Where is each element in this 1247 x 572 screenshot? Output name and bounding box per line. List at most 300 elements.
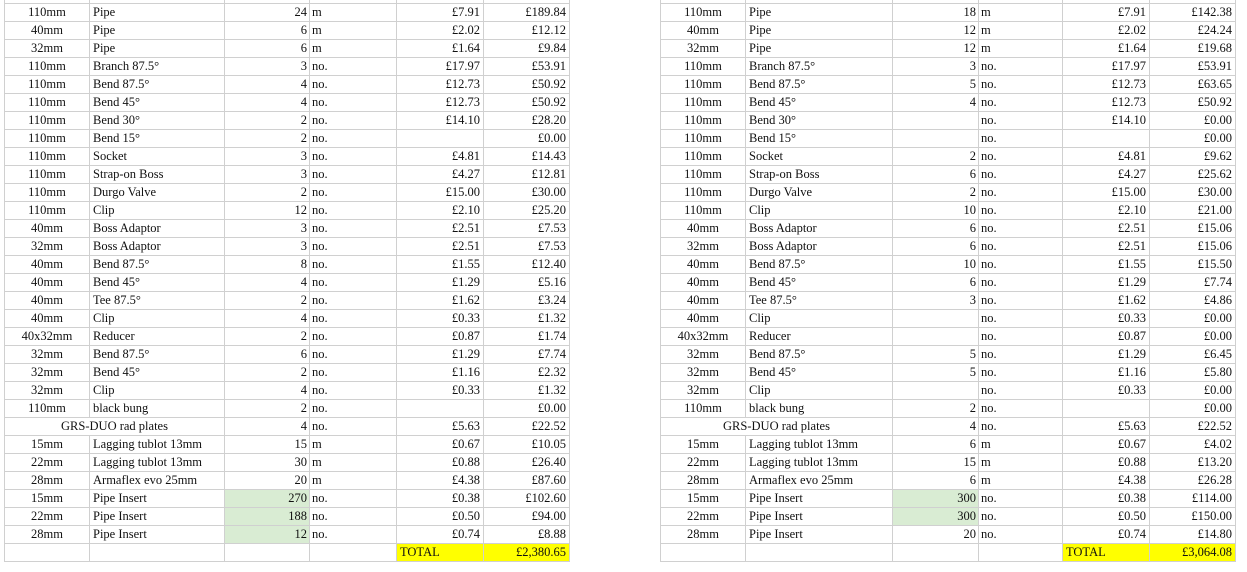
line-total-cell[interactable]: £53.91	[1150, 58, 1236, 76]
unit-price-cell[interactable]: £4.27	[397, 166, 484, 184]
size-cell[interactable]: 110mm	[5, 400, 90, 418]
quantity-cell[interactable]: 188	[225, 508, 310, 526]
unit-price-cell[interactable]: £2.10	[397, 202, 484, 220]
line-total-cell[interactable]: £150.00	[1150, 508, 1236, 526]
size-cell[interactable]: 15mm	[5, 436, 90, 454]
size-cell[interactable]: 15mm	[661, 490, 746, 508]
unit-cell[interactable]: m	[310, 454, 397, 472]
merged-description-cell[interactable]: GRS-DUO rad plates	[5, 418, 225, 436]
unit-price-cell[interactable]: £17.97	[397, 58, 484, 76]
unit-price-cell[interactable]: £0.87	[397, 328, 484, 346]
size-cell[interactable]: 32mm	[5, 40, 90, 58]
description-cell[interactable]: Lagging tublot 13mm	[746, 436, 893, 454]
unit-cell[interactable]: m	[310, 40, 397, 58]
size-cell[interactable]: 32mm	[661, 382, 746, 400]
unit-price-cell[interactable]: £0.88	[1063, 454, 1150, 472]
unit-price-cell[interactable]: £4.81	[397, 148, 484, 166]
unit-cell[interactable]: no.	[979, 202, 1063, 220]
line-total-cell[interactable]: £5.80	[1150, 364, 1236, 382]
description-cell[interactable]: Bend 15°	[90, 130, 225, 148]
line-total-cell[interactable]: £0.00	[484, 400, 570, 418]
unit-price-cell[interactable]: £0.38	[397, 490, 484, 508]
quantity-cell[interactable]: 12	[225, 202, 310, 220]
unit-cell[interactable]: no.	[310, 364, 397, 382]
quantity-cell[interactable]: 3	[225, 166, 310, 184]
size-cell[interactable]: 40mm	[5, 220, 90, 238]
grand-total-value[interactable]: £3,064.08	[1150, 544, 1236, 562]
unit-price-cell[interactable]: £1.29	[1063, 346, 1150, 364]
unit-cell[interactable]: no.	[979, 346, 1063, 364]
quantity-cell[interactable]: 18	[893, 4, 979, 22]
size-cell[interactable]: 110mm	[5, 202, 90, 220]
unit-price-cell[interactable]: £1.64	[1063, 40, 1150, 58]
description-cell[interactable]: Clip	[746, 310, 893, 328]
grand-total-value[interactable]: £2,380.65	[484, 544, 570, 562]
description-cell[interactable]: Branch 87.5°	[90, 58, 225, 76]
quantity-cell[interactable]: 2	[225, 292, 310, 310]
size-cell[interactable]: 110mm	[5, 76, 90, 94]
line-total-cell[interactable]: £0.00	[1150, 328, 1236, 346]
unit-cell[interactable]: no.	[979, 508, 1063, 526]
unit-price-cell[interactable]: £4.81	[1063, 148, 1150, 166]
quantity-cell[interactable]: 6	[225, 346, 310, 364]
description-cell[interactable]: Bend 87.5°	[746, 76, 893, 94]
unit-price-cell[interactable]: £2.51	[1063, 238, 1150, 256]
unit-price-cell[interactable]: £0.67	[397, 436, 484, 454]
unit-price-cell[interactable]: £1.29	[1063, 274, 1150, 292]
size-cell[interactable]: 110mm	[661, 202, 746, 220]
quantity-cell[interactable]: 10	[893, 202, 979, 220]
description-cell[interactable]: Bend 87.5°	[90, 346, 225, 364]
quantity-cell[interactable]: 10	[893, 256, 979, 274]
line-total-cell[interactable]: £94.00	[484, 508, 570, 526]
quantity-cell[interactable]: 3	[893, 292, 979, 310]
unit-cell[interactable]: m	[979, 22, 1063, 40]
description-cell[interactable]: Boss Adaptor	[746, 238, 893, 256]
quantity-cell[interactable]: 4	[225, 418, 310, 436]
quantity-cell[interactable]: 5	[893, 346, 979, 364]
unit-cell[interactable]: m	[310, 436, 397, 454]
description-cell[interactable]: Bend 45°	[746, 274, 893, 292]
unit-cell[interactable]: no.	[979, 184, 1063, 202]
description-cell[interactable]: Bend 45°	[746, 364, 893, 382]
description-cell[interactable]: Strap-on Boss	[746, 166, 893, 184]
quantity-cell[interactable]: 2	[893, 400, 979, 418]
unit-price-cell[interactable]: £15.00	[397, 184, 484, 202]
description-cell[interactable]: Bend 45°	[90, 94, 225, 112]
quantity-cell[interactable]: 3	[225, 238, 310, 256]
size-cell[interactable]: 110mm	[661, 148, 746, 166]
unit-price-cell[interactable]: £1.29	[397, 346, 484, 364]
unit-cell[interactable]: no.	[310, 148, 397, 166]
description-cell[interactable]: Pipe Insert	[746, 526, 893, 544]
size-cell[interactable]: 28mm	[661, 526, 746, 544]
size-cell[interactable]: 110mm	[5, 166, 90, 184]
quantity-cell[interactable]: 5	[893, 364, 979, 382]
quantity-cell[interactable]	[893, 130, 979, 148]
line-total-cell[interactable]: £22.52	[484, 418, 570, 436]
unit-cell[interactable]: no.	[310, 166, 397, 184]
line-total-cell[interactable]: £8.88	[484, 526, 570, 544]
quantity-cell[interactable]: 4	[893, 418, 979, 436]
line-total-cell[interactable]: £22.52	[1150, 418, 1236, 436]
quantity-cell[interactable]: 270	[225, 490, 310, 508]
unit-price-cell[interactable]: £2.10	[1063, 202, 1150, 220]
description-cell[interactable]: Pipe Insert	[746, 490, 893, 508]
quantity-cell[interactable]: 4	[225, 310, 310, 328]
quantity-cell[interactable]: 300	[893, 490, 979, 508]
unit-cell[interactable]: no.	[979, 220, 1063, 238]
quantity-cell[interactable]: 6	[893, 274, 979, 292]
description-cell[interactable]: Clip	[90, 202, 225, 220]
unit-price-cell[interactable]	[397, 130, 484, 148]
line-total-cell[interactable]: £0.00	[1150, 382, 1236, 400]
size-cell[interactable]: 32mm	[5, 346, 90, 364]
quantity-cell[interactable]: 15	[225, 436, 310, 454]
quantity-cell[interactable]: 6	[893, 472, 979, 490]
unit-cell[interactable]: no.	[310, 346, 397, 364]
description-cell[interactable]: Bend 45°	[90, 364, 225, 382]
unit-cell[interactable]: no.	[310, 328, 397, 346]
unit-price-cell[interactable]: £17.97	[1063, 58, 1150, 76]
unit-price-cell[interactable]: £5.63	[397, 418, 484, 436]
unit-cell[interactable]: no.	[310, 202, 397, 220]
line-total-cell[interactable]: £7.53	[484, 238, 570, 256]
empty-cell[interactable]	[979, 544, 1063, 562]
unit-cell[interactable]: no.	[979, 256, 1063, 274]
unit-cell[interactable]: no.	[310, 184, 397, 202]
unit-price-cell[interactable]: £0.88	[397, 454, 484, 472]
unit-cell[interactable]: m	[979, 40, 1063, 58]
line-total-cell[interactable]: £0.00	[484, 130, 570, 148]
description-cell[interactable]: Bend 87.5°	[90, 256, 225, 274]
unit-cell[interactable]: no.	[979, 364, 1063, 382]
unit-cell[interactable]: m	[979, 472, 1063, 490]
unit-price-cell[interactable]: £0.74	[1063, 526, 1150, 544]
description-cell[interactable]: Armaflex evo 25mm	[90, 472, 225, 490]
line-total-cell[interactable]: £7.74	[1150, 274, 1236, 292]
description-cell[interactable]: Bend 45°	[746, 94, 893, 112]
line-total-cell[interactable]: £24.24	[1150, 22, 1236, 40]
line-total-cell[interactable]: £50.92	[484, 94, 570, 112]
size-cell[interactable]: 32mm	[5, 364, 90, 382]
unit-price-cell[interactable]: £0.74	[397, 526, 484, 544]
quantity-cell[interactable]: 12	[893, 22, 979, 40]
quantity-cell[interactable]: 2	[225, 400, 310, 418]
unit-cell[interactable]: no.	[979, 292, 1063, 310]
quantity-cell[interactable]: 24	[225, 4, 310, 22]
description-cell[interactable]: Tee 87.5°	[746, 292, 893, 310]
unit-cell[interactable]: no.	[310, 490, 397, 508]
unit-cell[interactable]: no.	[979, 310, 1063, 328]
unit-price-cell[interactable]: £0.33	[1063, 310, 1150, 328]
description-cell[interactable]: Bend 45°	[90, 274, 225, 292]
unit-cell[interactable]: no.	[310, 382, 397, 400]
quantity-cell[interactable]: 12	[893, 40, 979, 58]
line-total-cell[interactable]: £0.00	[1150, 130, 1236, 148]
line-total-cell[interactable]: £7.53	[484, 220, 570, 238]
unit-cell[interactable]: m	[979, 436, 1063, 454]
unit-price-cell[interactable]: £1.29	[397, 274, 484, 292]
unit-price-cell[interactable]	[1063, 130, 1150, 148]
description-cell[interactable]: Pipe	[746, 22, 893, 40]
description-cell[interactable]: Pipe	[746, 40, 893, 58]
size-cell[interactable]: 110mm	[661, 58, 746, 76]
quantity-cell[interactable]: 6	[225, 40, 310, 58]
line-total-cell[interactable]: £4.86	[1150, 292, 1236, 310]
unit-cell[interactable]: no.	[310, 274, 397, 292]
line-total-cell[interactable]: £1.74	[484, 328, 570, 346]
size-cell[interactable]: 110mm	[661, 4, 746, 22]
description-cell[interactable]: Reducer	[746, 328, 893, 346]
unit-cell[interactable]: m	[310, 22, 397, 40]
quantity-cell[interactable]: 2	[225, 112, 310, 130]
size-cell[interactable]: 110mm	[5, 58, 90, 76]
quantity-cell[interactable]: 3	[893, 58, 979, 76]
empty-cell[interactable]	[225, 544, 310, 562]
quantity-cell[interactable]: 2	[893, 148, 979, 166]
line-total-cell[interactable]: £0.00	[1150, 310, 1236, 328]
size-cell[interactable]: 40mm	[5, 274, 90, 292]
quantity-cell[interactable]: 3	[225, 148, 310, 166]
unit-price-cell[interactable]: £0.33	[1063, 382, 1150, 400]
description-cell[interactable]: Bend 87.5°	[746, 256, 893, 274]
unit-cell[interactable]: no.	[979, 490, 1063, 508]
line-total-cell[interactable]: £102.60	[484, 490, 570, 508]
unit-price-cell[interactable]: £0.50	[397, 508, 484, 526]
unit-price-cell[interactable]: £2.51	[397, 238, 484, 256]
size-cell[interactable]: 28mm	[5, 472, 90, 490]
unit-cell[interactable]: no.	[979, 76, 1063, 94]
unit-price-cell[interactable]	[397, 400, 484, 418]
empty-cell[interactable]	[661, 544, 746, 562]
unit-price-cell[interactable]: £4.38	[1063, 472, 1150, 490]
line-total-cell[interactable]: £12.40	[484, 256, 570, 274]
quantity-cell[interactable]: 6	[893, 220, 979, 238]
unit-price-cell[interactable]: £1.16	[397, 364, 484, 382]
description-cell[interactable]: Durgo Valve	[90, 184, 225, 202]
size-cell[interactable]: 110mm	[661, 400, 746, 418]
description-cell[interactable]: Pipe	[746, 4, 893, 22]
size-cell[interactable]: 15mm	[661, 436, 746, 454]
unit-price-cell[interactable]: £12.73	[1063, 94, 1150, 112]
quantity-cell[interactable]: 2	[225, 130, 310, 148]
size-cell[interactable]: 110mm	[5, 148, 90, 166]
quantity-cell[interactable]: 30	[225, 454, 310, 472]
line-total-cell[interactable]: £2.32	[484, 364, 570, 382]
line-total-cell[interactable]: £142.38	[1150, 4, 1236, 22]
size-cell[interactable]: 110mm	[5, 130, 90, 148]
unit-price-cell[interactable]: £4.38	[397, 472, 484, 490]
quantity-cell[interactable]: 300	[893, 508, 979, 526]
description-cell[interactable]: Armaflex evo 25mm	[746, 472, 893, 490]
unit-price-cell[interactable]: £1.55	[1063, 256, 1150, 274]
unit-cell[interactable]: no.	[310, 418, 397, 436]
line-total-cell[interactable]: £14.80	[1150, 526, 1236, 544]
line-total-cell[interactable]: £26.28	[1150, 472, 1236, 490]
description-cell[interactable]: Lagging tublot 13mm	[746, 454, 893, 472]
size-cell[interactable]: 40mm	[661, 274, 746, 292]
unit-cell[interactable]: no.	[979, 130, 1063, 148]
line-total-cell[interactable]: £0.00	[1150, 400, 1236, 418]
unit-cell[interactable]: m	[979, 4, 1063, 22]
size-cell[interactable]: 22mm	[5, 508, 90, 526]
quantity-cell[interactable]: 20	[225, 472, 310, 490]
line-total-cell[interactable]: £14.43	[484, 148, 570, 166]
size-cell[interactable]: 22mm	[5, 454, 90, 472]
unit-cell[interactable]: no.	[310, 220, 397, 238]
quantity-cell[interactable]: 2	[225, 364, 310, 382]
unit-price-cell[interactable]: £4.27	[1063, 166, 1150, 184]
quantity-cell[interactable]: 6	[893, 436, 979, 454]
description-cell[interactable]: Clip	[90, 382, 225, 400]
quantity-cell[interactable]	[893, 310, 979, 328]
unit-price-cell[interactable]: £14.10	[1063, 112, 1150, 130]
size-cell[interactable]: 110mm	[661, 166, 746, 184]
description-cell[interactable]: Pipe	[90, 22, 225, 40]
total-label[interactable]: TOTAL	[397, 544, 484, 562]
unit-cell[interactable]: no.	[310, 112, 397, 130]
unit-price-cell[interactable]: £0.33	[397, 310, 484, 328]
unit-price-cell[interactable]: £2.02	[397, 22, 484, 40]
quantity-cell[interactable]	[893, 382, 979, 400]
quantity-cell[interactable]: 12	[225, 526, 310, 544]
quantity-cell[interactable]: 20	[893, 526, 979, 544]
unit-cell[interactable]: no.	[310, 130, 397, 148]
size-cell[interactable]: 110mm	[661, 94, 746, 112]
size-cell[interactable]: 40x32mm	[661, 328, 746, 346]
unit-cell[interactable]: no.	[310, 508, 397, 526]
quantity-cell[interactable]: 15	[893, 454, 979, 472]
description-cell[interactable]: Reducer	[90, 328, 225, 346]
line-total-cell[interactable]: £114.00	[1150, 490, 1236, 508]
description-cell[interactable]: Strap-on Boss	[90, 166, 225, 184]
quantity-cell[interactable]: 4	[225, 94, 310, 112]
unit-price-cell[interactable]: £2.51	[1063, 220, 1150, 238]
size-cell[interactable]: 32mm	[5, 238, 90, 256]
unit-cell[interactable]: no.	[979, 526, 1063, 544]
description-cell[interactable]: Clip	[90, 310, 225, 328]
line-total-cell[interactable]: £0.00	[1150, 112, 1236, 130]
line-total-cell[interactable]: £19.68	[1150, 40, 1236, 58]
unit-cell[interactable]: no.	[979, 58, 1063, 76]
line-total-cell[interactable]: £1.32	[484, 310, 570, 328]
empty-cell[interactable]	[90, 544, 225, 562]
description-cell[interactable]: Bend 15°	[746, 130, 893, 148]
size-cell[interactable]: 32mm	[661, 346, 746, 364]
unit-cell[interactable]: no.	[310, 76, 397, 94]
unit-cell[interactable]: no.	[979, 238, 1063, 256]
line-total-cell[interactable]: £15.50	[1150, 256, 1236, 274]
merged-description-cell[interactable]: GRS-DUO rad plates	[661, 418, 893, 436]
unit-price-cell[interactable]: £1.55	[397, 256, 484, 274]
size-cell[interactable]: 28mm	[5, 526, 90, 544]
quantity-cell[interactable]: 2	[893, 184, 979, 202]
size-cell[interactable]: 110mm	[5, 184, 90, 202]
size-cell[interactable]: 110mm	[661, 130, 746, 148]
unit-cell[interactable]: no.	[310, 310, 397, 328]
unit-cell[interactable]: m	[979, 454, 1063, 472]
size-cell[interactable]: 40mm	[661, 256, 746, 274]
unit-price-cell[interactable]: £7.91	[1063, 4, 1150, 22]
line-total-cell[interactable]: £30.00	[1150, 184, 1236, 202]
unit-price-cell[interactable]: £2.51	[397, 220, 484, 238]
quantity-cell[interactable]: 4	[893, 94, 979, 112]
line-total-cell[interactable]: £13.20	[1150, 454, 1236, 472]
quantity-cell[interactable]: 8	[225, 256, 310, 274]
description-cell[interactable]: Bend 87.5°	[90, 76, 225, 94]
size-cell[interactable]: 40mm	[661, 220, 746, 238]
line-total-cell[interactable]: £7.74	[484, 346, 570, 364]
quantity-cell[interactable]: 4	[225, 274, 310, 292]
unit-price-cell[interactable]: £1.62	[1063, 292, 1150, 310]
line-total-cell[interactable]: £63.65	[1150, 76, 1236, 94]
unit-cell[interactable]: no.	[310, 58, 397, 76]
total-label[interactable]: TOTAL	[1063, 544, 1150, 562]
unit-price-cell[interactable]: £1.16	[1063, 364, 1150, 382]
quantity-cell[interactable]: 6	[893, 238, 979, 256]
description-cell[interactable]: Durgo Valve	[746, 184, 893, 202]
size-cell[interactable]: 110mm	[661, 184, 746, 202]
unit-cell[interactable]: no.	[979, 274, 1063, 292]
line-total-cell[interactable]: £12.81	[484, 166, 570, 184]
quantity-cell[interactable]: 4	[225, 382, 310, 400]
unit-price-cell[interactable]: £2.02	[1063, 22, 1150, 40]
line-total-cell[interactable]: £26.40	[484, 454, 570, 472]
line-total-cell[interactable]: £25.20	[484, 202, 570, 220]
line-total-cell[interactable]: £5.16	[484, 274, 570, 292]
unit-cell[interactable]: no.	[979, 328, 1063, 346]
empty-cell[interactable]	[746, 544, 893, 562]
description-cell[interactable]: Pipe Insert	[90, 508, 225, 526]
unit-price-cell[interactable]: £7.91	[397, 4, 484, 22]
line-total-cell[interactable]: £4.02	[1150, 436, 1236, 454]
size-cell[interactable]: 32mm	[5, 382, 90, 400]
size-cell[interactable]: 40mm	[5, 292, 90, 310]
quantity-cell[interactable]	[893, 112, 979, 130]
description-cell[interactable]: Lagging tublot 13mm	[90, 454, 225, 472]
unit-cell[interactable]: no.	[310, 256, 397, 274]
unit-cell[interactable]: no.	[979, 148, 1063, 166]
unit-price-cell[interactable]: £15.00	[1063, 184, 1150, 202]
unit-price-cell[interactable]: £0.87	[1063, 328, 1150, 346]
quantity-cell[interactable]: 3	[225, 220, 310, 238]
unit-price-cell[interactable]: £0.50	[1063, 508, 1150, 526]
size-cell[interactable]: 32mm	[661, 238, 746, 256]
unit-cell[interactable]: no.	[310, 526, 397, 544]
line-total-cell[interactable]: £50.92	[1150, 94, 1236, 112]
unit-cell[interactable]: no.	[979, 166, 1063, 184]
line-total-cell[interactable]: £9.84	[484, 40, 570, 58]
description-cell[interactable]: Clip	[746, 202, 893, 220]
unit-price-cell[interactable]: £0.67	[1063, 436, 1150, 454]
description-cell[interactable]: Boss Adaptor	[746, 220, 893, 238]
size-cell[interactable]: 110mm	[661, 76, 746, 94]
line-total-cell[interactable]: £10.05	[484, 436, 570, 454]
line-total-cell[interactable]: £53.91	[484, 58, 570, 76]
unit-price-cell[interactable]: £12.73	[397, 94, 484, 112]
empty-cell[interactable]	[310, 544, 397, 562]
unit-cell[interactable]: no.	[979, 382, 1063, 400]
description-cell[interactable]: Socket	[746, 148, 893, 166]
quantity-cell[interactable]: 2	[225, 184, 310, 202]
description-cell[interactable]: Pipe Insert	[90, 490, 225, 508]
description-cell[interactable]: Socket	[90, 148, 225, 166]
line-total-cell[interactable]: £30.00	[484, 184, 570, 202]
line-total-cell[interactable]: £50.92	[484, 76, 570, 94]
quantity-cell[interactable]: 3	[225, 58, 310, 76]
unit-price-cell[interactable]: £12.73	[397, 76, 484, 94]
